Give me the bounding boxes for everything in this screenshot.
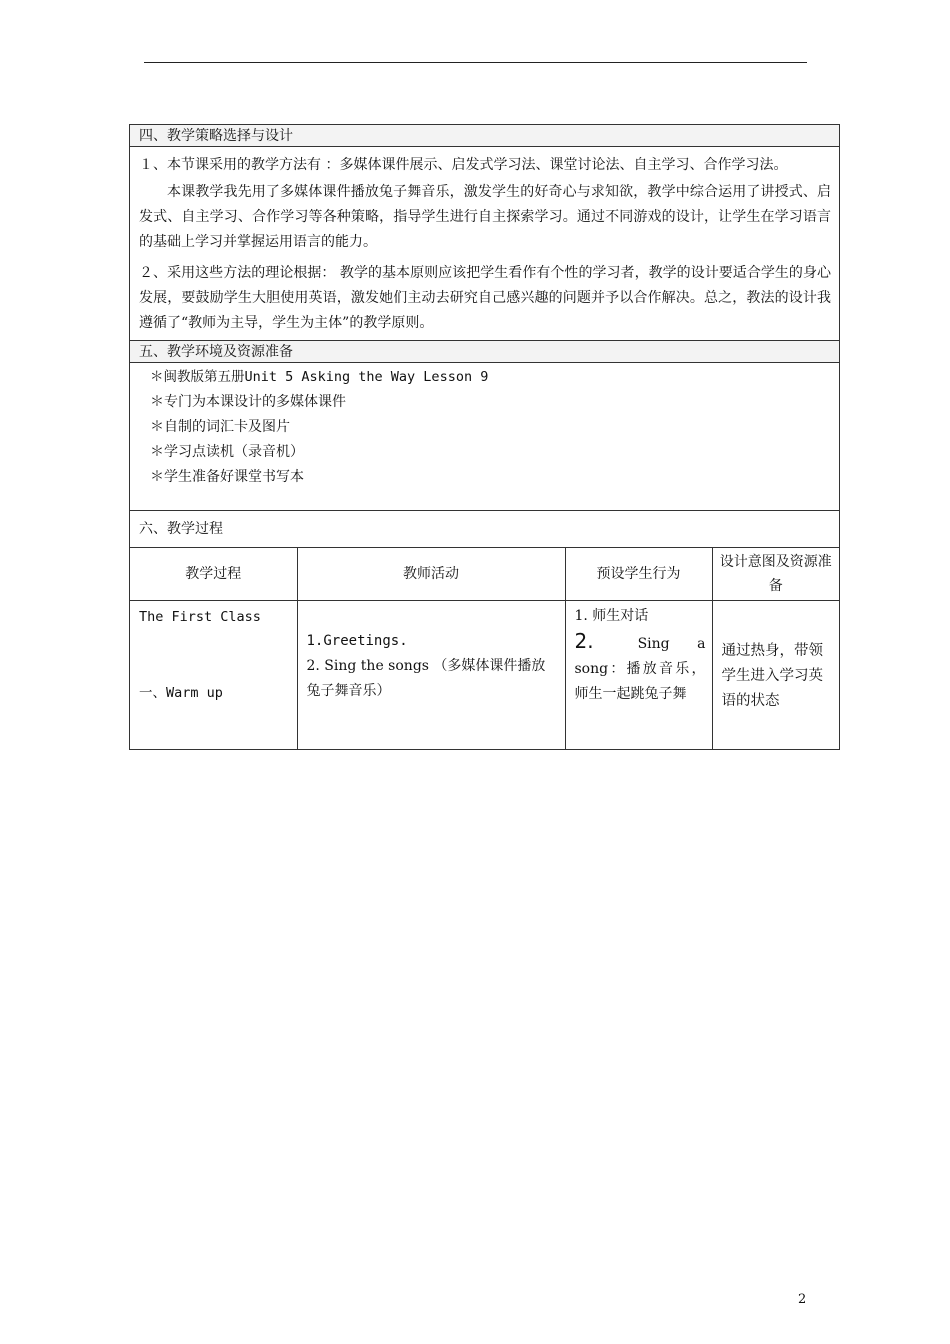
- section-6-title: 六、教学过程: [130, 511, 839, 548]
- col-header-student: 预设学生行为: [565, 548, 712, 601]
- lesson-plan-table: [129, 124, 840, 750]
- teacher-activity-1: 1.Greetings.: [306, 633, 408, 649]
- page-number: 2: [798, 1292, 807, 1307]
- teacher-activity-cell: [297, 601, 565, 750]
- strategy-paragraph-2: 本课教学我先用了多媒体课件播放兔子舞音乐，激发学生的好奇心与求知欲，教学中综合运用了讲授式、启发式、自主学习、合作学习等各种策略，指导学生进行自主探索学习。通过不同游戏的设计，让学生在学习语言的基础上学习并掌握运用语言的能力。: [139, 184, 831, 250]
- teacher-activity-2: 2. Sing the songs （多媒体课件播放兔子舞音乐）: [306, 658, 546, 699]
- student-behavior-2-text: Sing a song：播放音乐，师生一起跳兔子舞: [574, 636, 706, 702]
- student-behavior-2-number: 2.: [574, 629, 594, 653]
- process-table-wrap: [130, 548, 839, 749]
- resource-list: [130, 363, 839, 511]
- section-5-title: 五、教学环境及资源准备: [130, 341, 839, 363]
- student-behavior-2: [575, 629, 706, 707]
- table-row: [130, 601, 839, 750]
- col-header-stage: 教学过程: [130, 548, 297, 601]
- stage-step: 一、Warm up: [139, 685, 223, 701]
- section-4-body: [130, 147, 839, 341]
- process-header-row: [130, 548, 839, 601]
- strategy-paragraph-3: ２、采用这些方法的理论根据： 教学的基本原则应该把学生看作有个性的学习者，教学的设计要适合学生的身心发展，要鼓励学生大胆使用英语，激发她们主动去研究自己感兴趣的问题并予以合作解决。总之，教法的设计我遵循了“教师为主导，学生为主体”的教学原则。: [139, 265, 831, 331]
- resource-item: ＊学习点读机（录音机）: [150, 444, 304, 460]
- col-header-teacher: 教师活动: [297, 548, 565, 601]
- stage-class: The First Class: [139, 609, 261, 625]
- resource-item: ＊自制的词汇卡及图片: [150, 419, 290, 435]
- resource-item: ＊学生准备好课堂书写本: [150, 469, 304, 485]
- col-header-intent: 设计意图及资源准备: [712, 548, 839, 601]
- student-behavior-1: 1. 师生对话: [574, 608, 649, 624]
- section-4-title: 四、教学策略选择与设计: [130, 125, 839, 147]
- design-intent-cell: 通过热身，带领学生进入学习英语的状态: [712, 601, 839, 750]
- strategy-paragraph-1: １、本节课采用的教学方法有 ：多媒体课件展示、启发式学习法、课堂讨论法、自主学习、合作学习法。: [139, 157, 788, 173]
- header-rule: [144, 62, 807, 63]
- process-table: [130, 548, 839, 749]
- resource-item: ＊闽教版第五册Unit 5 Asking the Way Lesson 9: [150, 369, 489, 385]
- student-behavior-cell: [565, 601, 712, 750]
- stage-cell: [130, 601, 297, 750]
- resource-item: ＊专门为本课设计的多媒体课件: [150, 394, 346, 410]
